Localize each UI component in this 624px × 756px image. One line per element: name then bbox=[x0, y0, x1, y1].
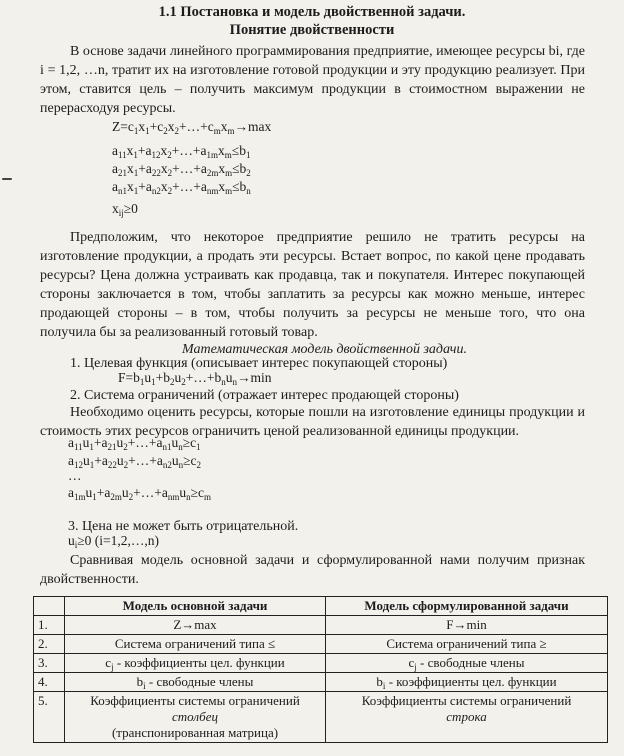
paragraph-4: Сравнивая модель основной задачи и сформулированной нами получим признак двойственности. bbox=[40, 553, 585, 587]
cell-dual-text: - свободные члены bbox=[416, 655, 525, 670]
table-header-dual: Модель сформулированной задачи bbox=[326, 597, 608, 616]
cell-dual: Система ограничений типа ≥ bbox=[326, 635, 608, 654]
cell-primal-text: - свободные члены bbox=[145, 674, 254, 689]
row-number: 2. bbox=[34, 635, 65, 654]
cell-dual-text: - коэффициенты цел. функции bbox=[385, 674, 557, 689]
dual-constraint-ellipsis: … bbox=[68, 468, 82, 483]
cell-primal-line-2: столбец bbox=[172, 709, 218, 724]
section-subtitle: Понятие двойственности bbox=[229, 22, 395, 38]
dual-constraint-1: $a_{11}u_1+a_{21}u_2+\dots+a_{n1}u_n\ge c_1$ bbox=[68, 435, 201, 452]
cell-primal-line-1: Коэффициенты системы ограничений bbox=[90, 693, 300, 708]
cell-dual: $c_j$ - свободные члены bbox=[326, 654, 608, 673]
row-number: 5. bbox=[34, 692, 65, 743]
item-1: 1. Целевая функция (описывает интерес покупающей стороны) bbox=[70, 356, 448, 371]
dual-constraint-2: $a_{12}u_1+a_{22}u_2+\dots+a_{n2}u_n\ge c_2$ bbox=[68, 453, 201, 470]
row-number: 3. bbox=[34, 654, 65, 673]
section-title: 1.1 Постановка и модель двойственной задачи. bbox=[158, 4, 466, 20]
constraint-row-2: $a_{21}x_1+a_{22}x_2+\dots+a_{2m}x_m\le b_2$ bbox=[112, 161, 251, 178]
paragraph-2: Предположим, что некоторое предприятие решило не тратить ресурсы на изготовление продукции, а продать эти ресурсы. Встает вопрос, по какой цене продавать ресурсы? Цена должна устраивать как продавца, так и покупателя. Интерес покупающей стороны заключается в том, чтобы заплатить за ресурсы как можно меньше, интерес продающей стороны – в том, чтобы получить за ресурсы не меньше того, что она получила бы за реализованный готовый товар. bbox=[40, 230, 585, 340]
item-2: 2. Система ограничений (отражает интерес продающей стороны) bbox=[70, 388, 459, 403]
table-row bbox=[34, 616, 608, 635]
table-header-primal: Модель основной задачи bbox=[65, 597, 326, 616]
cell-dual bbox=[326, 692, 608, 743]
cell-primal: $c_j$ - коэффициенты цел. функции bbox=[65, 654, 326, 673]
cell-dual: $b_i$ - коэффициенты цел. функции bbox=[326, 673, 608, 692]
dual-constraint-m: $a_{1m}u_1+a_{2m}u_2+\dots+a_{nm}u_n\ge c_m$ bbox=[68, 485, 212, 502]
nonnegativity-dual: $u_i\ge 0$ (i=1,2,…,n) bbox=[68, 533, 160, 550]
cell-dual-line-1: Коэффициенты системы ограничений bbox=[361, 693, 572, 708]
paragraph-1: В основе задачи линейного программирования предприятие, имеющее ресурсы bi, где i = 1,2, …n, тратит их на изготовление готовой продукции и эту продукцию реализует. При этом, ставится цель – получить максимум продукции в стоимостном выражении не перерасходуя ресурсы. bbox=[40, 44, 585, 116]
dual-model-heading: Математическая модель двойственной задачи. bbox=[182, 342, 467, 357]
item-3: 3. Цена не может быть отрицательной. bbox=[68, 519, 299, 534]
table-row bbox=[34, 654, 608, 673]
cell-primal: Система ограничений типа ≤ bbox=[65, 635, 326, 654]
cell-primal: $b_i$ - свободные члены bbox=[65, 673, 326, 692]
cell-primal-line-3: (транспонированная матрица) bbox=[111, 725, 279, 740]
table-row bbox=[34, 673, 608, 692]
cell-dual-line-2: строка bbox=[446, 709, 487, 724]
cell-dual: F→min bbox=[326, 616, 608, 635]
cell-primal-text: - коэффициенты цел. функции bbox=[113, 655, 285, 670]
cell-primal bbox=[65, 692, 326, 743]
cell-primal: Z→max bbox=[65, 616, 326, 635]
objective-dual: $F=b_1u_1+b_2u_2+\dots+b_nu_n\to\min$ bbox=[118, 370, 272, 387]
nonnegativity-primal: $x_{ij}\ge 0$ bbox=[112, 201, 138, 218]
scan-mark bbox=[2, 178, 12, 180]
table-header-row bbox=[34, 597, 608, 616]
row-number: 4. bbox=[34, 673, 65, 692]
table-row bbox=[34, 635, 608, 654]
table-header-num bbox=[34, 597, 65, 616]
objective-primal: $Z=c_1x_1+c_2x_2+\dots+c_mx_m\to\max$ bbox=[112, 119, 272, 136]
comparison-table bbox=[33, 596, 608, 743]
table-row bbox=[34, 692, 608, 743]
row-number: 1. bbox=[34, 616, 65, 635]
constraint-row-n: $a_{n1}x_1+a_{n2}x_2+\dots+a_{nm}x_m\le b_n$ bbox=[112, 179, 251, 196]
paragraph-3: Необходимо оценить ресурсы, которые пошли на изготовление единицы продукции и стоимость этих ресурсов ограничить ценой реализованной единицы продукции. bbox=[40, 405, 585, 439]
constraint-row-1: $a_{11}x_1+a_{12}x_2+\dots+a_{1m}x_m\le b_1$ bbox=[112, 143, 251, 160]
